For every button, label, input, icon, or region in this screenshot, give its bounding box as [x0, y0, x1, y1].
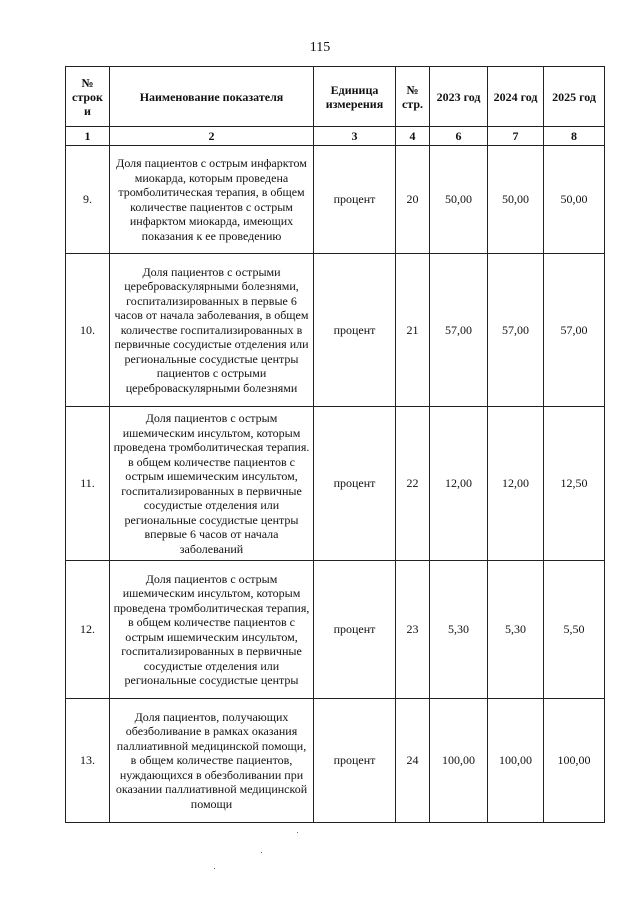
table-row [66, 699, 605, 823]
column-number: 1 [66, 127, 110, 146]
col-header-row-number: № строк и [66, 67, 110, 127]
table-row [66, 561, 605, 699]
indicators-table [65, 66, 605, 823]
column-number: 8 [544, 127, 605, 146]
column-number: 3 [314, 127, 396, 146]
table-row [66, 254, 605, 407]
unit: процент [314, 407, 396, 561]
scan-speck [261, 852, 262, 853]
column-number: 7 [488, 127, 544, 146]
value-2023: 57,00 [430, 254, 488, 407]
indicator-name: Доля пациентов с острым инфарктом миокарда, которым проведена тромболитическая терапия, в общем количестве пациентов с острым инфарктом миокарда, имеющих показания к ее проведению [110, 146, 314, 254]
col-header-2025: 2025 год [544, 67, 605, 127]
row-number: 10. [66, 254, 110, 407]
table-row [66, 407, 605, 561]
value-2025: 57,00 [544, 254, 605, 407]
row-number: 12. [66, 561, 110, 699]
column-number: 2 [110, 127, 314, 146]
col-header-line-number: № стр. [396, 67, 430, 127]
value-2024: 5,30 [488, 561, 544, 699]
line-number: 24 [396, 699, 430, 823]
line-number: 23 [396, 561, 430, 699]
indicator-name: Доля пациентов, получающих обезболивание в рамках оказания паллиативной медицинской помощи, в общем количестве пациентов, нуждающихся в обезболивании при оказании паллиативной медицинской помощи [110, 699, 314, 823]
col-header-indicator-name: Наименование показателя [110, 67, 314, 127]
indicator-name: Доля пациентов с острым ишемическим инсультом, которым проведена тромболитическая терапия. в общем количестве пациентов с острым ишемическим инсультом, госпитализированных в первичные сосудистые отделения или региональные сосудистые центры впервые 6 часов от начала заболеваний [110, 407, 314, 561]
value-2023: 100,00 [430, 699, 488, 823]
line-number: 21 [396, 254, 430, 407]
value-2023: 5,30 [430, 561, 488, 699]
value-2024: 100,00 [488, 699, 544, 823]
column-number: 4 [396, 127, 430, 146]
value-2024: 12,00 [488, 407, 544, 561]
line-number: 20 [396, 146, 430, 254]
scan-speck [297, 832, 298, 833]
value-2025: 50,00 [544, 146, 605, 254]
line-number: 22 [396, 407, 430, 561]
value-2023: 50,00 [430, 146, 488, 254]
value-2025: 100,00 [544, 699, 605, 823]
row-number: 13. [66, 699, 110, 823]
header-row [66, 67, 605, 127]
unit: процент [314, 699, 396, 823]
value-2024: 57,00 [488, 254, 544, 407]
indicator-name: Доля пациентов с острыми цереброваскулярными болезнями, госпитализированных в первые 6 часов от начала заболевания, в общем количестве госпитализированных в первичные сосудистые отделения или региональные сосудистые центры пациентов с острыми цереброваскулярными болезнями [110, 254, 314, 407]
value-2025: 12,50 [544, 407, 605, 561]
value-2024: 50,00 [488, 146, 544, 254]
unit: процент [314, 254, 396, 407]
page-number: 115 [309, 40, 331, 55]
value-2025: 5,50 [544, 561, 605, 699]
value-2023: 12,00 [430, 407, 488, 561]
col-header-unit: Единица измерения [314, 67, 396, 127]
table-row [66, 146, 605, 254]
unit: процент [314, 146, 396, 254]
unit: процент [314, 561, 396, 699]
col-header-2023: 2023 год [430, 67, 488, 127]
column-numbers-row [66, 127, 605, 146]
col-header-2024: 2024 год [488, 67, 544, 127]
indicator-name: Доля пациентов с острым ишемическим инсультом, которым проведена тромболитическая терапия, в общем количестве пациентов с острым ишемическим инсультом, госпитализированных в первичные сосудистые отделения или региональные сосудистые центры [110, 561, 314, 699]
row-number: 11. [66, 407, 110, 561]
column-number: 6 [430, 127, 488, 146]
scan-speck [214, 868, 215, 869]
row-number: 9. [66, 146, 110, 254]
